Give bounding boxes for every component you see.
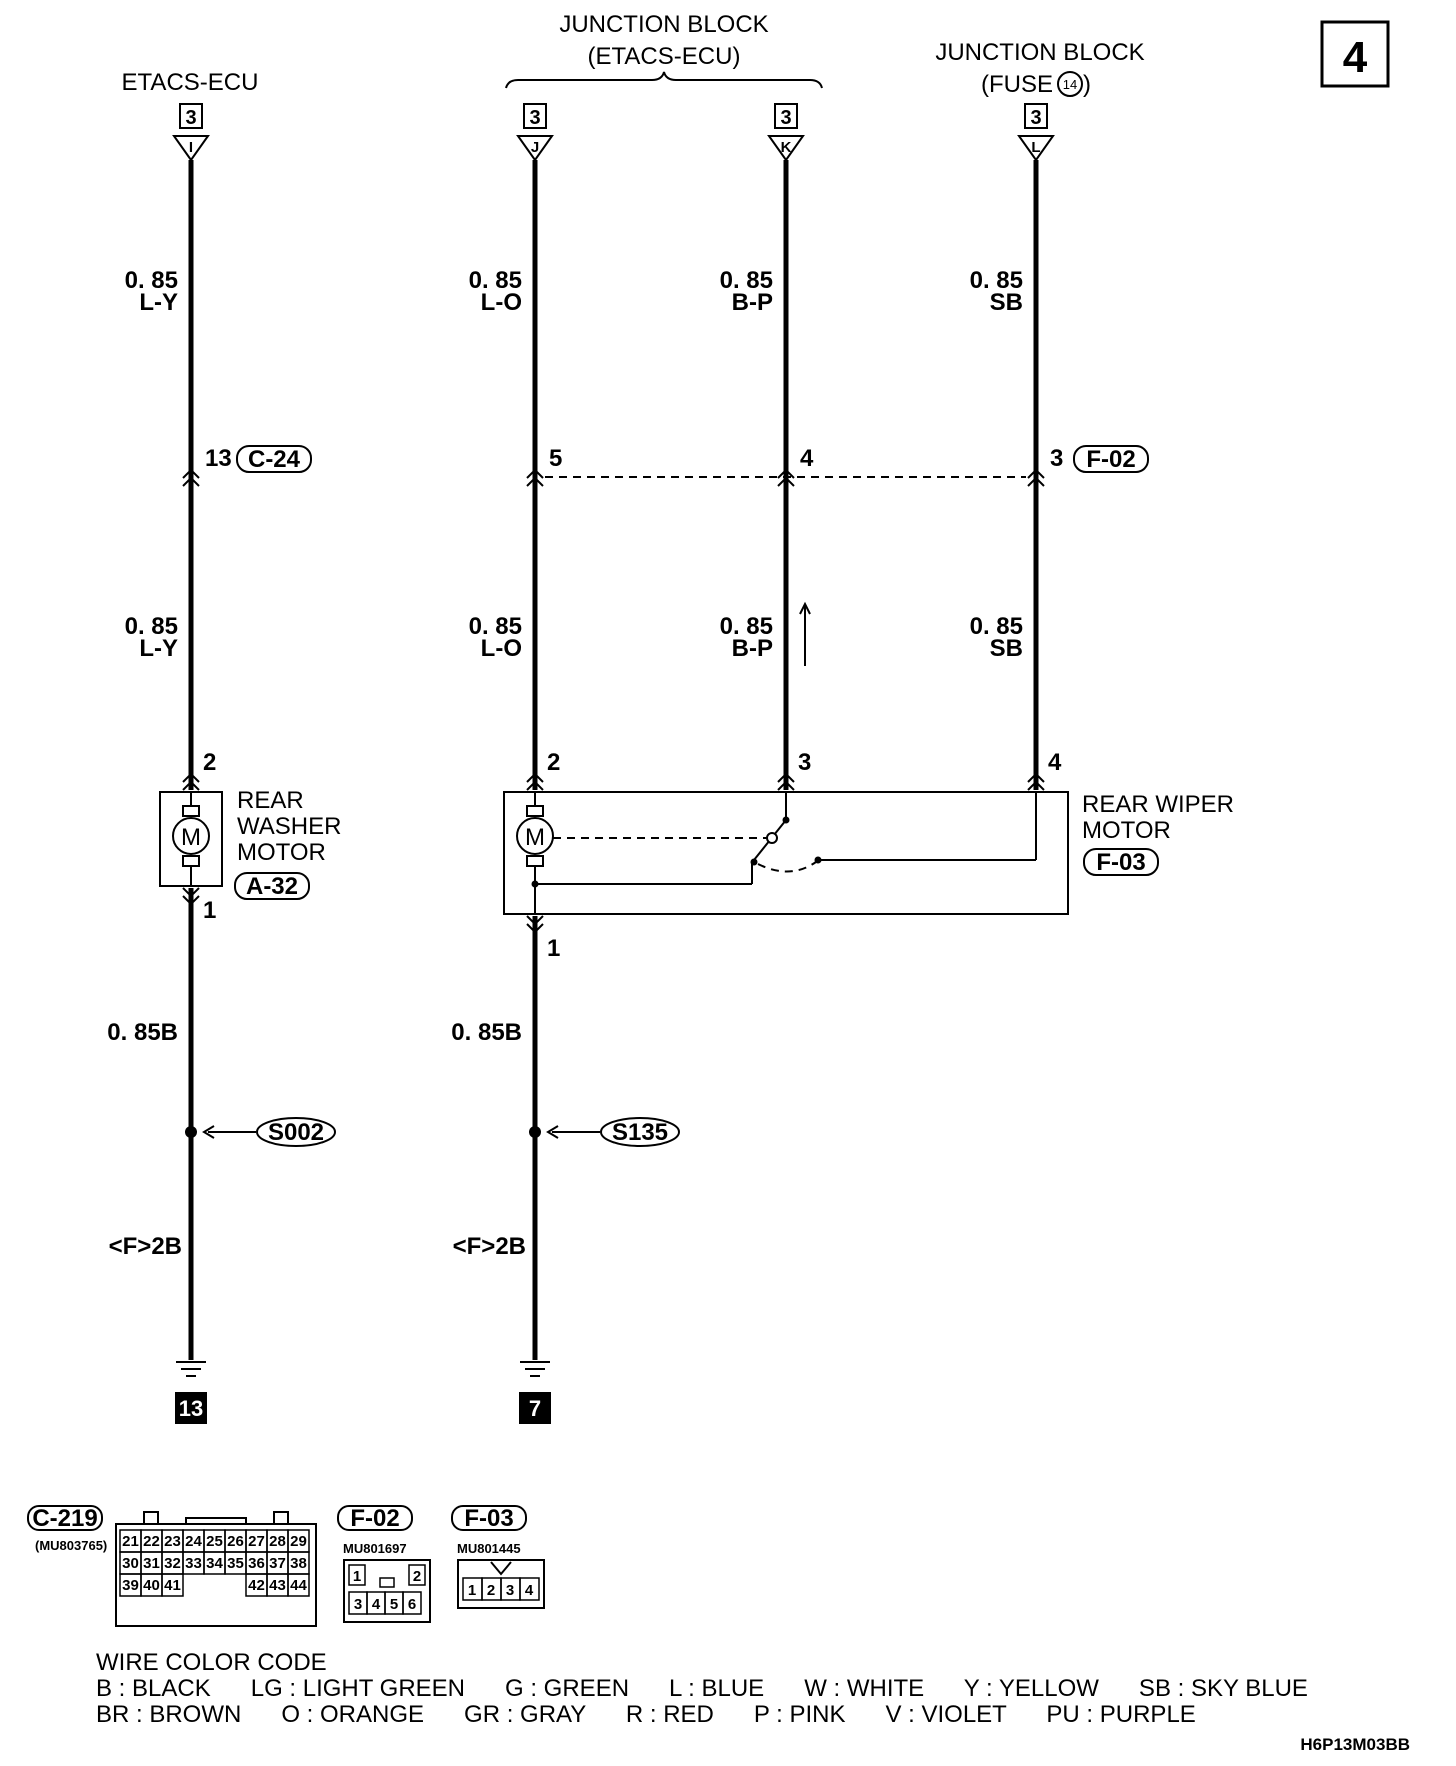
f03-label: F-03 xyxy=(1096,849,1146,876)
connector-pin: K xyxy=(780,139,792,156)
connector-number: 3 xyxy=(1030,107,1042,129)
pin: 35 xyxy=(227,1555,244,1572)
pin: 29 xyxy=(290,1533,307,1550)
wire-color: SB xyxy=(989,635,1023,662)
washer-pin-bottom: 1 xyxy=(203,897,217,924)
rear-wiper-motor xyxy=(504,792,1068,914)
top-connector-L xyxy=(1019,104,1053,160)
connector-number: 3 xyxy=(529,107,541,129)
legend-name: F-03 xyxy=(464,1505,514,1532)
color-code-line2: BR : BROWN O : ORANGE GR : GRAY R : RED P : PINK V : VIOLET PU : PURPLE xyxy=(96,1701,1196,1728)
ground-id: 13 xyxy=(178,1396,204,1421)
wire-size: 0. 85 xyxy=(124,267,178,294)
wire-color: L-Y xyxy=(139,289,178,316)
wiper-pin-1: 1 xyxy=(547,935,561,962)
wire-size: 0. 85 xyxy=(719,267,773,294)
splice-label: S135 xyxy=(611,1119,669,1146)
ground-lower-label: <F>2B xyxy=(452,1233,526,1260)
wiper-pin-4: 4 xyxy=(1048,749,1062,776)
washer-pin-top: 2 xyxy=(203,749,217,776)
header-jb1-line1: JUNCTION BLOCK xyxy=(559,11,769,38)
pin: 44 xyxy=(290,1577,307,1594)
upper-wire-labels xyxy=(125,267,1023,316)
rear-washer-motor xyxy=(160,792,222,886)
wiper-label-line2: MOTOR xyxy=(1082,817,1171,844)
header-jb2-line2: (FUSE xyxy=(981,71,1053,98)
pin: 4 xyxy=(524,1582,534,1599)
top-connector-J xyxy=(518,104,552,160)
pin: 37 xyxy=(269,1555,286,1572)
pin: 39 xyxy=(122,1577,139,1594)
connector-number: 3 xyxy=(185,107,197,129)
splice-point xyxy=(185,1126,197,1138)
header-jb2-line1: JUNCTION BLOCK xyxy=(935,39,1145,66)
ground-id: 7 xyxy=(528,1396,542,1421)
pin: 23 xyxy=(164,1533,181,1550)
legend-c219 xyxy=(28,1505,316,1626)
legend-f02 xyxy=(338,1505,430,1622)
wire-color: B-P xyxy=(731,289,773,316)
pin: 43 xyxy=(269,1577,286,1594)
pin: 42 xyxy=(248,1577,265,1594)
wire-color: L-O xyxy=(480,635,522,662)
f02-pin: 5 xyxy=(549,445,563,472)
splice-point xyxy=(529,1126,541,1138)
pin: 34 xyxy=(206,1555,223,1572)
pin: 5 xyxy=(389,1596,399,1613)
ground-wire-label: 0. 85B xyxy=(451,1019,522,1046)
pin: 2 xyxy=(412,1568,422,1585)
wire-color: L-Y xyxy=(139,635,178,662)
connector-pin: L xyxy=(1031,139,1041,156)
legend-part: MU801697 xyxy=(343,1541,407,1556)
pin: 41 xyxy=(164,1577,181,1594)
f02-pin: 3 xyxy=(1050,445,1064,472)
pin: 1 xyxy=(352,1568,362,1585)
pin: 40 xyxy=(143,1577,160,1594)
legend-name: C-219 xyxy=(32,1505,98,1532)
pin: 26 xyxy=(227,1533,244,1550)
wiper-pin-3: 3 xyxy=(798,749,812,776)
legend-part: MU801445 xyxy=(457,1541,521,1556)
connector-pin: J xyxy=(530,139,540,156)
pin: 4 xyxy=(371,1596,381,1613)
splice-label: S002 xyxy=(267,1119,325,1146)
pin: 2 xyxy=(486,1582,496,1599)
pin: 25 xyxy=(206,1533,223,1550)
a32-label: A-32 xyxy=(245,873,299,900)
header-etacs: ETACS-ECU xyxy=(121,69,259,96)
legend-f03 xyxy=(452,1505,544,1608)
page-number: 4 xyxy=(1342,33,1368,82)
legend-name: F-02 xyxy=(350,1505,400,1532)
pin: 27 xyxy=(248,1533,265,1550)
wire-size: 0. 85 xyxy=(969,613,1023,640)
pin: 33 xyxy=(185,1555,202,1572)
f02-label: F-02 xyxy=(1086,446,1136,473)
c24-label: C-24 xyxy=(247,446,301,473)
wiper-pin-2: 2 xyxy=(547,749,561,776)
wiper-label-line1: REAR WIPER xyxy=(1082,791,1235,818)
top-connector-K xyxy=(769,104,803,160)
pin: 6 xyxy=(407,1596,417,1613)
wire-size: 0. 85 xyxy=(124,613,178,640)
washer-label-line1: REAR xyxy=(237,787,304,814)
jb1-brace xyxy=(506,72,822,88)
switch-cam xyxy=(767,833,777,843)
ground-symbol xyxy=(176,1362,206,1376)
pin: 32 xyxy=(164,1555,181,1572)
motor-symbol: M xyxy=(181,824,201,851)
legend-part: (MU803765) xyxy=(35,1538,108,1553)
figure-code: H6P13M03BB xyxy=(1300,1735,1410,1754)
c24-pin: 13 xyxy=(205,445,232,472)
washer-label-line2: WASHER xyxy=(237,813,342,840)
wire-size: 0. 85 xyxy=(468,613,522,640)
wire-color: B-P xyxy=(731,635,773,662)
wire-color: SB xyxy=(989,289,1023,316)
top-connector-I xyxy=(174,104,208,160)
ground-wire-label: 0. 85B xyxy=(107,1019,178,1046)
f02-pin: 4 xyxy=(800,445,814,472)
color-code-title: WIRE COLOR CODE xyxy=(96,1649,327,1676)
header-jb2-close: ) xyxy=(1083,71,1091,98)
connector-number: 3 xyxy=(780,107,792,129)
pin: 31 xyxy=(143,1555,160,1572)
wire-color: L-O xyxy=(480,289,522,316)
pin: 3 xyxy=(505,1582,515,1599)
pin: 3 xyxy=(353,1596,363,1613)
ground-lower-label: <F>2B xyxy=(108,1233,182,1260)
pin: 38 xyxy=(290,1555,307,1572)
pin: 28 xyxy=(269,1533,286,1550)
fuse-number: 14 xyxy=(1062,77,1078,92)
pin: 24 xyxy=(185,1533,202,1550)
washer-label-line3: MOTOR xyxy=(237,839,326,866)
pin: 22 xyxy=(143,1533,160,1550)
pin: 30 xyxy=(122,1555,139,1572)
color-code-line1: B : BLACK LG : LIGHT GREEN G : GREEN L : BLUE W : WHITE Y : YELLOW SB : SKY BLUE xyxy=(96,1675,1308,1702)
connector-pin: I xyxy=(188,139,194,156)
header-jb1-line2: (ETACS-ECU) xyxy=(587,43,741,70)
wire-size: 0. 85 xyxy=(719,613,773,640)
wire-size: 0. 85 xyxy=(468,267,522,294)
pin: 1 xyxy=(467,1582,477,1599)
wire-size: 0. 85 xyxy=(969,267,1023,294)
pin: 21 xyxy=(122,1533,139,1550)
pin: 36 xyxy=(248,1555,265,1572)
motor-symbol: M xyxy=(525,824,545,851)
ground-symbol xyxy=(520,1362,550,1376)
